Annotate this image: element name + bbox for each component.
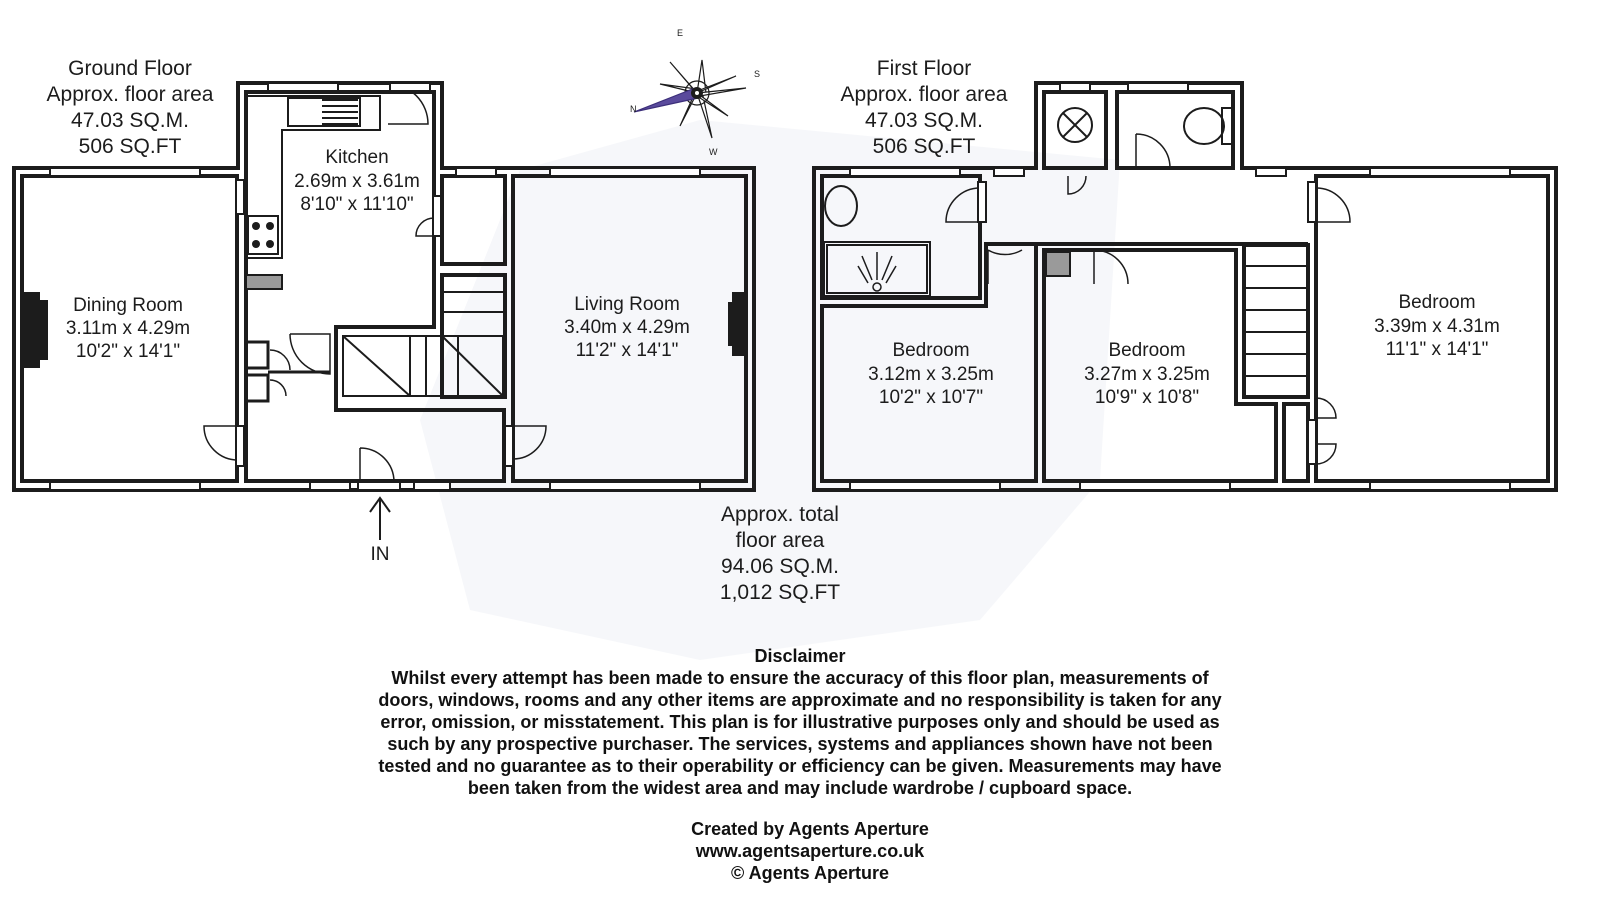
bedroom3-imperial: 11'1" x 14'1" bbox=[1385, 339, 1489, 360]
disclaimer-line5: tested and no guarantee as to their operability or efficiency can be given. Measurements may have bbox=[378, 756, 1222, 776]
compass-e-label: E bbox=[677, 28, 684, 38]
compass-s-label: S bbox=[754, 69, 761, 79]
first-stairs bbox=[1244, 266, 1308, 376]
bedroom3-metric: 3.39m x 4.31m bbox=[1374, 316, 1500, 337]
first-floor-area-label: Approx. floor area bbox=[840, 83, 1008, 106]
ground-floor-area-sqm: 47.03 SQ.M. bbox=[71, 109, 189, 132]
kitchen-metric: 2.69m x 3.61m bbox=[294, 171, 420, 192]
entrance-arrow-icon bbox=[370, 498, 390, 540]
living-imperial: 11'2" x 14'1" bbox=[575, 340, 679, 361]
ground-floor-area-label: Approx. floor area bbox=[46, 83, 214, 106]
total-line2: floor area bbox=[735, 529, 825, 552]
boiler-cupboard bbox=[1046, 252, 1070, 276]
kitchen-name: Kitchen bbox=[325, 147, 389, 168]
bedroom1-imperial: 10'2" x 10'7" bbox=[878, 387, 984, 408]
compass-w-label: W bbox=[709, 147, 718, 157]
bedroom2-imperial: 10'9" x 10'8" bbox=[1094, 387, 1200, 408]
total-area-sqft: 1,012 SQ.FT bbox=[719, 581, 841, 604]
disclaimer-title: Disclaimer bbox=[754, 646, 846, 666]
dining-imperial: 10'2" x 14'1" bbox=[75, 341, 181, 362]
first-floor-area-sqft: 506 SQ.FT bbox=[872, 135, 976, 158]
entrance-label: IN bbox=[370, 544, 390, 565]
ground-floor-area-sqft: 506 SQ.FT bbox=[78, 135, 182, 158]
first-floor-area-sqm: 47.03 SQ.M. bbox=[865, 109, 983, 132]
credits bbox=[600, 818, 1020, 884]
bedroom3-name: Bedroom bbox=[1398, 292, 1476, 313]
disclaimer-line6: been taken from the widest area and may include wardrobe / cupboard space. bbox=[467, 778, 1133, 798]
ground-floor-title: Ground Floor bbox=[68, 57, 192, 80]
first-floor-title: First Floor bbox=[876, 57, 972, 80]
living-name: Living Room bbox=[574, 294, 680, 315]
total-area-summary bbox=[680, 502, 880, 606]
hob-icon bbox=[252, 222, 274, 248]
credits-created-by: Created by Agents Aperture bbox=[691, 819, 929, 839]
disclaimer-line4: such by any prospective purchaser. The services, systems and appliances shown have not been bbox=[387, 734, 1213, 754]
disclaimer bbox=[330, 645, 1270, 799]
total-line1: Approx. total bbox=[721, 503, 839, 526]
ground-floor-summary bbox=[20, 56, 240, 160]
compass-n-label: N bbox=[630, 104, 637, 114]
credits-copyright: © Agents Aperture bbox=[731, 863, 889, 883]
disclaimer-line3: error, omission, or misstatement. This plan is for illustrative purposes only and should be used as bbox=[380, 712, 1220, 732]
first-floor-summary bbox=[814, 56, 1034, 160]
bedroom2-name: Bedroom bbox=[1108, 340, 1186, 361]
credits-website: www.agentsaperture.co.uk bbox=[695, 841, 925, 861]
disclaimer-line1: Whilst every attempt has been made to ensure the accuracy of this floor plan, measurements of bbox=[391, 668, 1209, 688]
dining-metric: 3.11m x 4.29m bbox=[65, 318, 191, 339]
dining-name: Dining Room bbox=[73, 295, 183, 316]
bedroom1-metric: 3.12m x 3.25m bbox=[868, 364, 994, 385]
total-area-sqm: 94.06 SQ.M. bbox=[721, 555, 839, 578]
bedroom2-metric: 3.27m x 3.25m bbox=[1084, 364, 1210, 385]
dining-fireplace-icon bbox=[24, 292, 48, 368]
kitchen-imperial: 8'10" x 11'10" bbox=[300, 194, 414, 215]
disclaimer-line2: doors, windows, rooms and any other items are approximate and no responsibility is taken for any bbox=[378, 690, 1222, 710]
appliance-block bbox=[246, 275, 282, 289]
living-metric: 3.40m x 4.29m bbox=[564, 317, 690, 338]
bedroom1-name: Bedroom bbox=[892, 340, 970, 361]
